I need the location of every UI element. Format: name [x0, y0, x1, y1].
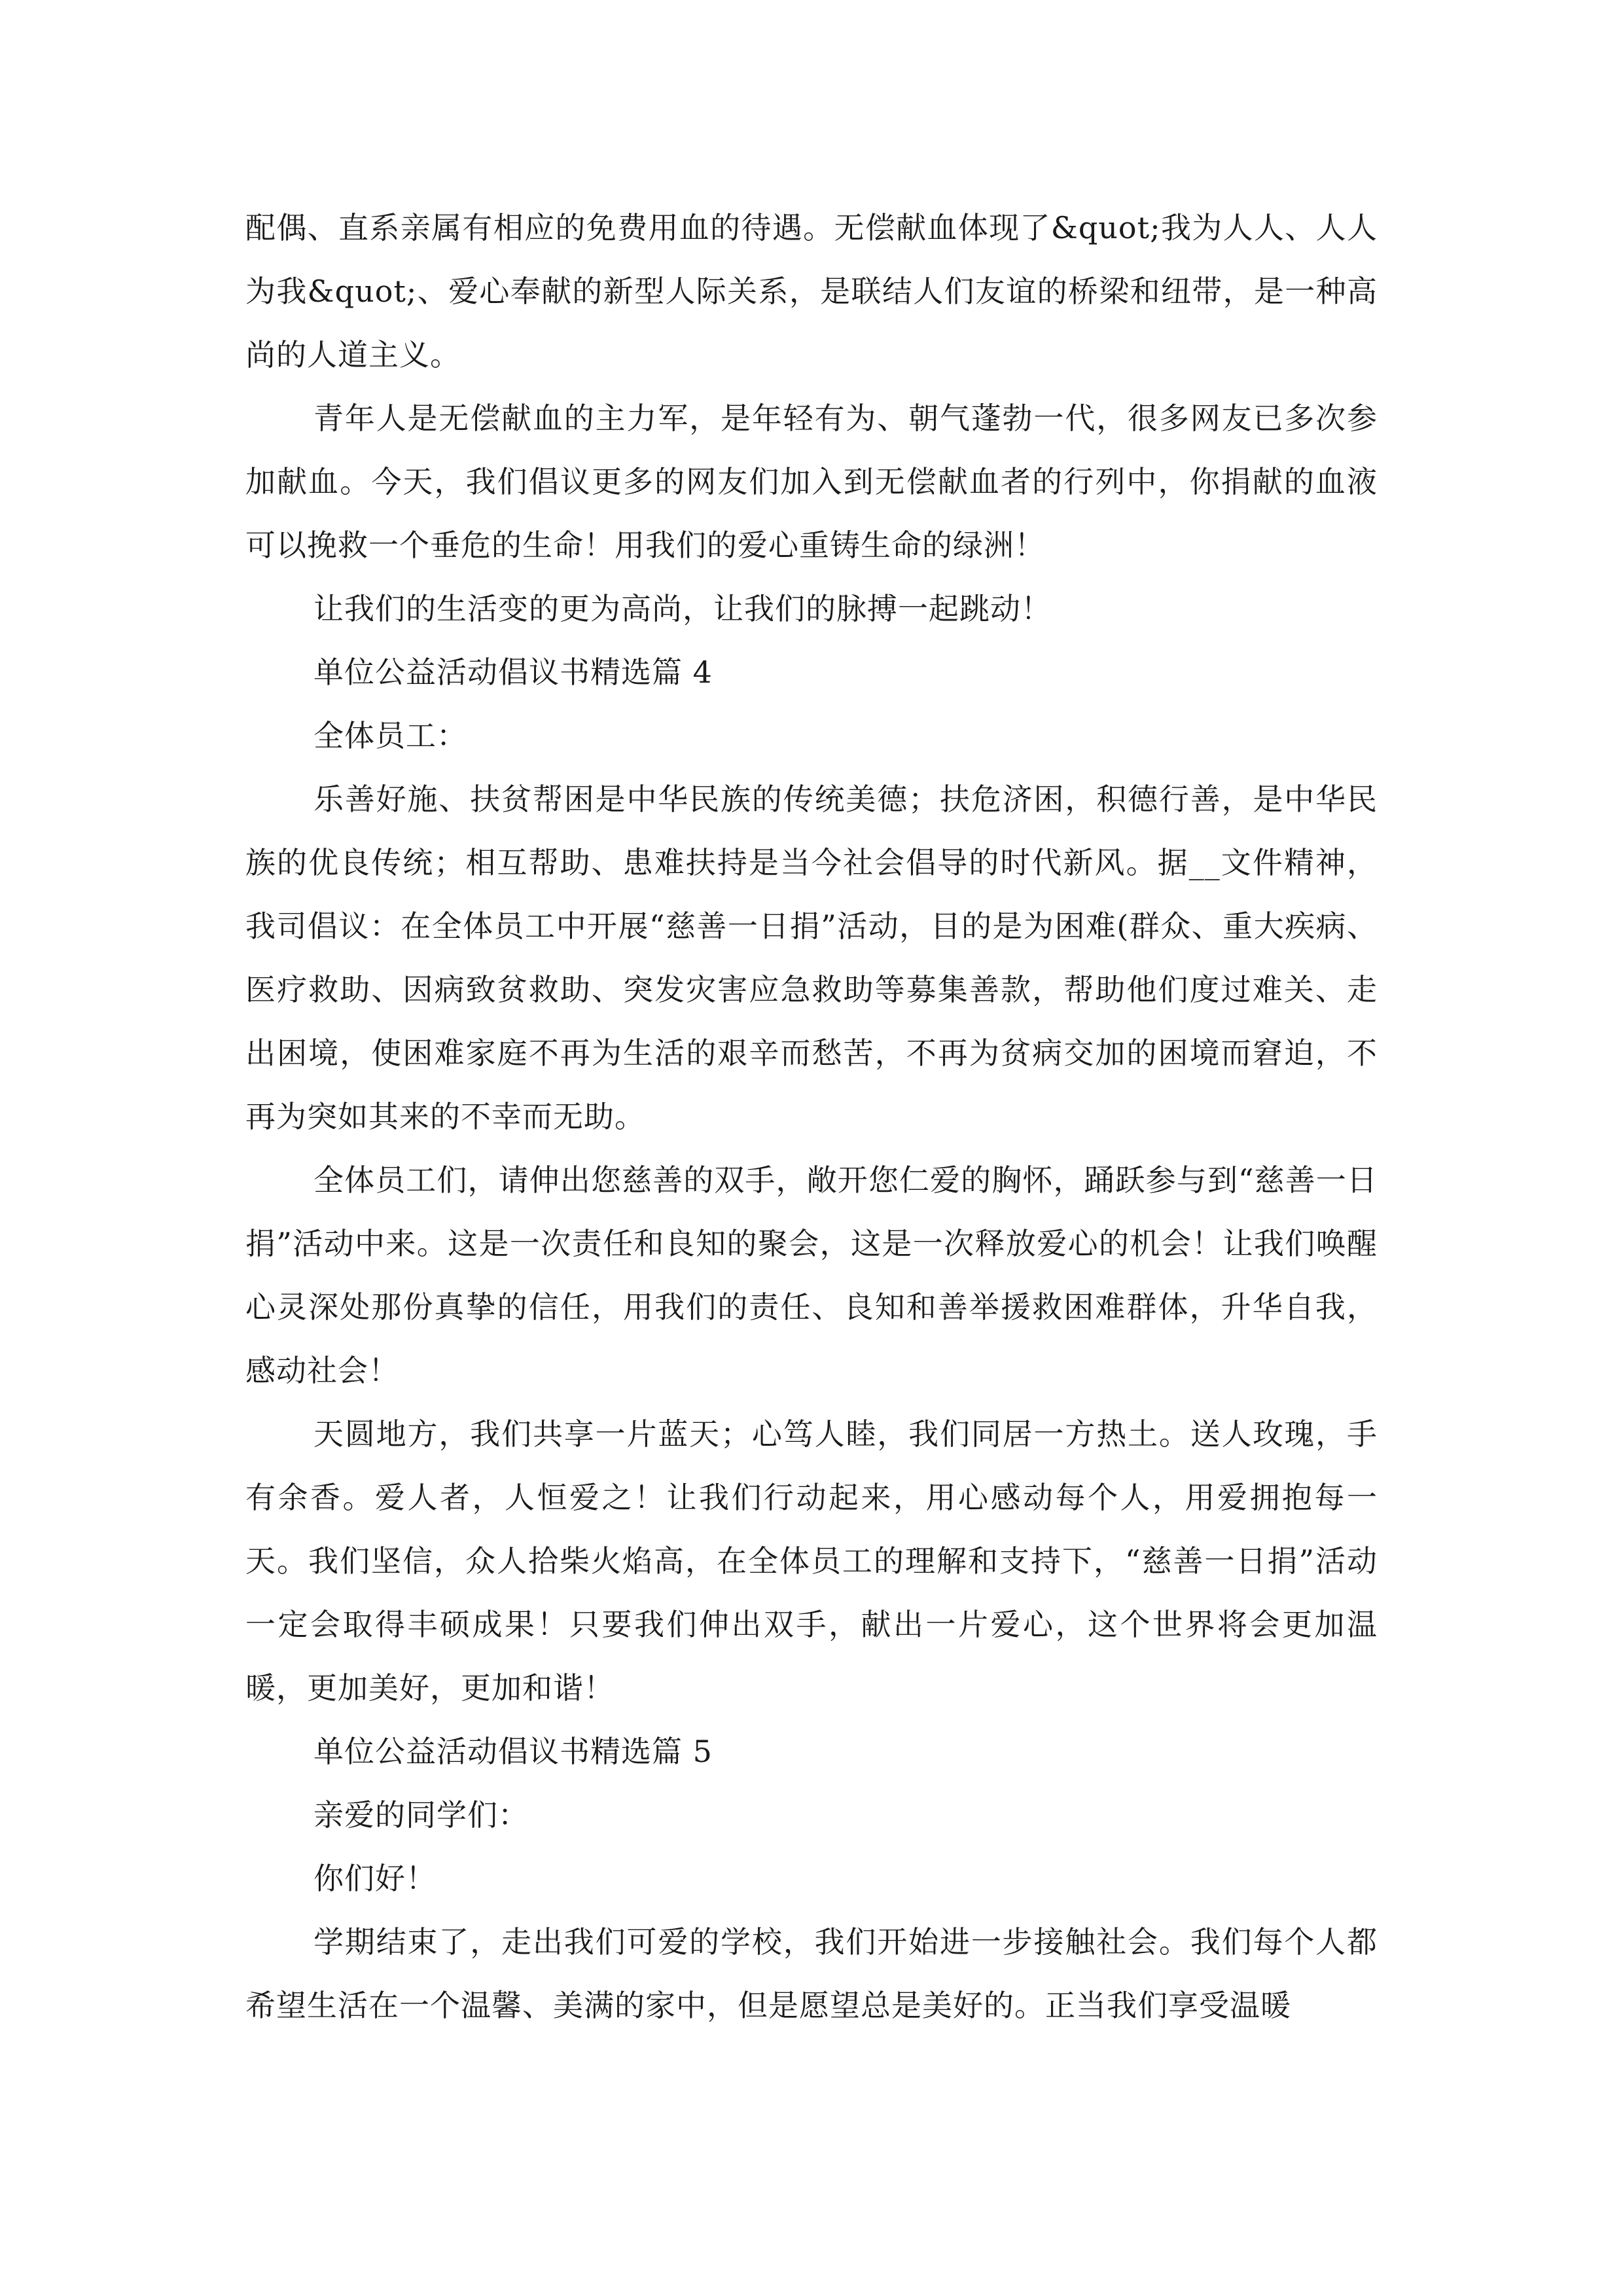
paragraph-1: 配偶、直系亲属有相应的免费用血的待遇。无偿献血体现了&quot;我为人人、人人为我&quot;、爱心奉献的新型人际关系，是联结人们友谊的桥梁和纽带，是一种高尚的人道主义。: [245, 210, 1378, 372]
salutation-students: 亲爱的同学们：: [313, 1797, 529, 1833]
salutation-all-staff: 全体员工：: [313, 718, 467, 753]
paragraph-12: 学期结束了，走出我们可爱的学校，我们开始进一步接触社会。我们每个人都希望生活在一个温馨、美满的家中，但是愿望总是美好的。正当我们享受温暖: [245, 1924, 1378, 2023]
paragraph-3: 让我们的生活变的更为高尚，让我们的脉搏一起跳动！: [313, 591, 1052, 626]
greeting: 你们好！: [313, 1861, 437, 1896]
section-heading-5: 单位公益活动倡议书精选篇 5: [313, 1734, 713, 1769]
paragraph-2: 青年人是无偿献血的主力军，是年轻有为、朝气蓬勃一代，很多网友已多次参加献血。今天，我们倡议更多的网友们加入到无偿献血者的行列中，你捐献的血液可以挽救一个垂危的生命！用我们的爱心重铸生命的绿洲！: [245, 401, 1378, 563]
section-heading-4: 单位公益活动倡议书精选篇 4: [313, 655, 713, 690]
paragraph-8: 天圆地方，我们共享一片蓝天；心笃人睦，我们同居一方热土。送人玫瑰，手有余香。爱人者，人恒爱之！让我们行动起来，用心感动每个人，用爱拥抱每一天。我们坚信，众人拾柴火焰高，在全体员工的理解和支持下，“慈善一日捐”活动一定会取得丰硕成果！只要我们伸出双手，献出一片爱心，这个世界将会更加温暖，更加美好，更加和谐！: [245, 1416, 1378, 1706]
paragraph-7: 全体员工们，请伸出您慈善的双手，敞开您仁爱的胸怀，踊跃参与到“慈善一日捐”活动中来。这是一次责任和良知的聚会，这是一次释放爱心的机会！让我们唤醒心灵深处那份真挚的信任，用我们的责任、良知和善举援救困难群体，升华自我，感动社会！: [245, 1162, 1378, 1388]
paragraph-6: 乐善好施、扶贫帮困是中华民族的传统美德；扶危济困，积德行善，是中华民族的优良传统；相互帮助、患难扶持是当今社会倡导的时代新风。据__文件精神，我司倡议：在全体员工中开展“慈善一日捐”活动，目的是为困难(群众、重大疾病、医疗救助、因病致贫救助、突发灾害应急救助等募集善款，帮助他们度过难关、走出困境，使困难家庭不再为生活的艰辛而愁苦，不再为贫病交加的困境而窘迫，不再为突如其来的不幸而无助。: [245, 781, 1378, 1134]
